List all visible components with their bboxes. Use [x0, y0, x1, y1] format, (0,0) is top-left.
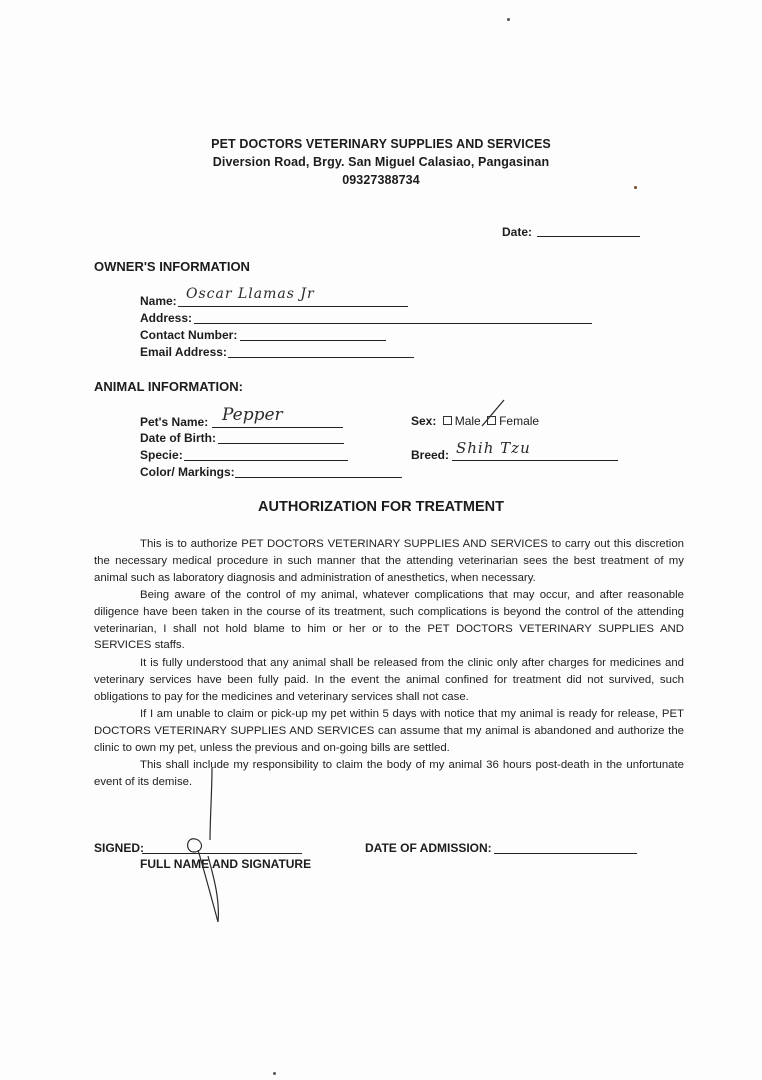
authorization-text-1: This is to authorize PET DOCTORS VETERINARY SUPPLIES AND SERVICES to carry out this discretion the necessary medical procedure in such manner that the attending veterinarian sees the best treatment of my animal such as laboratory diagnosis and administration of anesthetics, when necessary.	[94, 538, 684, 584]
admission-date-field[interactable]	[494, 853, 637, 854]
female-checkmark-icon	[478, 396, 508, 430]
authorization-paragraph-2	[94, 587, 684, 654]
sex-female-label: Female	[499, 414, 540, 428]
authorization-paragraph-1	[94, 536, 684, 586]
signed-label: SIGNED:	[94, 841, 145, 855]
authorization-title: AUTHORIZATION FOR TREATMENT	[258, 499, 504, 515]
dob-field[interactable]	[218, 443, 344, 444]
authorization-text-4: If I am unable to claim or pick-up my pet within 5 days with notice that my animal is ready for release, PET DOCTORS VETERINARY SUPPLIES AND SERVICES can assume that my animal is abandoned and authorize the clinic to own my pet, unless the previous and on-going bills are settled.	[94, 708, 684, 754]
business-phone: 09327388734	[342, 173, 420, 187]
date-field[interactable]	[537, 236, 640, 237]
sex-group	[411, 414, 539, 428]
owner-name-label: Name:	[140, 294, 177, 308]
business-name: PET DOCTORS VETERINARY SUPPLIES AND SERVICES	[211, 137, 551, 151]
business-address: Diversion Road, Brgy. San Miguel Calasiao, Pangasinan	[212, 155, 550, 169]
sex-male-label: Male	[454, 414, 481, 428]
authorization-paragraph-3	[94, 655, 684, 705]
breed-field[interactable]	[452, 460, 618, 461]
scan-speck	[273, 1072, 276, 1075]
breed-handwriting: Shih Tzu	[456, 439, 531, 457]
scan-speck	[507, 18, 510, 21]
sex-label: Sex:	[411, 414, 437, 428]
date-label: Date:	[502, 225, 533, 239]
pet-name-handwriting: Pepper	[222, 405, 283, 425]
owner-section-title: OWNER'S INFORMATION	[94, 259, 250, 274]
animal-section-title: ANIMAL INFORMATION:	[94, 379, 243, 394]
specie-field[interactable]	[184, 460, 348, 461]
owner-address-label: Address:	[140, 311, 193, 325]
pet-name-label: Pet's Name:	[140, 415, 209, 429]
owner-address-field[interactable]	[194, 323, 592, 324]
dob-label: Date of Birth:	[140, 431, 216, 445]
color-markings-label: Color/ Markings:	[140, 465, 235, 479]
color-markings-field[interactable]	[235, 477, 402, 478]
owner-contact-label: Contact Number:	[140, 328, 238, 342]
pet-name-field[interactable]	[212, 427, 343, 428]
authorization-text-2: Being aware of the control of my animal, whatever complications that may occur, and after reasonable diligence have been taken in the course of its treatment, such complications is beyond the control of the attending veterinarian, I shall not hold blame to him or her or to the PET DOCTORS VETERINARY SUPPLIES AND SERVICES staffs.	[94, 589, 684, 652]
owner-name-field[interactable]	[178, 306, 408, 307]
authorization-text-3: It is fully understood that any animal shall be released from the clinic only after charges for medicines and veterinary services have been fully paid. In the event the animal confined for treatment did not survived, such obligations to pay for the medicines and veterinary services shall not case.	[94, 657, 684, 703]
owner-email-label: Email Address:	[140, 345, 227, 359]
sex-male-checkbox[interactable]	[443, 416, 452, 425]
breed-label: Breed:	[411, 448, 450, 462]
handwritten-signature	[170, 760, 240, 930]
owner-email-field[interactable]	[228, 357, 414, 358]
authorization-paragraph-4	[94, 706, 684, 756]
owner-name-handwriting: Oscar Llamas Jr	[186, 286, 315, 302]
owner-contact-field[interactable]	[240, 340, 386, 341]
admission-date-label: DATE OF ADMISSION:	[365, 841, 492, 855]
specie-label: Specie:	[140, 448, 183, 462]
authorization-text-5: This shall include my responsibility to claim the body of my animal 36 hours post-death in the unfortunate event of its demise.	[94, 759, 684, 788]
signature-caption: FULL NAME AND SIGNATURE	[140, 857, 312, 871]
